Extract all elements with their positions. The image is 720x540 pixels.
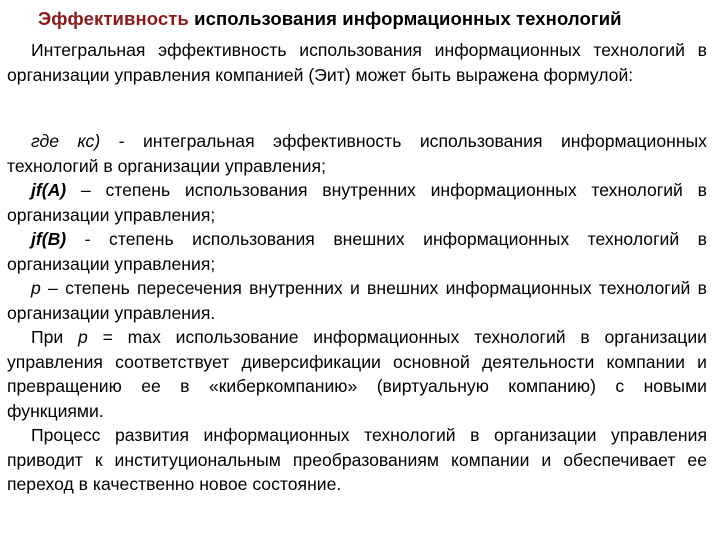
title-rest: использования информационных технологий bbox=[188, 8, 622, 29]
max-term: р bbox=[78, 327, 88, 347]
definition-text: – степень пересечения внутренних и внешних информационных технологий в организации управления. bbox=[7, 278, 707, 323]
max-paragraph bbox=[7, 325, 707, 423]
slide-title bbox=[38, 8, 622, 30]
definition-term: jf(B) bbox=[31, 229, 67, 249]
max-text: = max использование информационных технологий в организации управления соответствует диверсификации основной деятельности компании и превращению ее в «киберкомпанию» (виртуальную компанию) с новыми функциями. bbox=[7, 327, 707, 421]
definition-term: jf(A) bbox=[31, 180, 67, 200]
max-prefix: При bbox=[31, 327, 79, 347]
definition-paragraph bbox=[7, 276, 707, 325]
definition-text: – степень использования внутренних информационных технологий в организации управления; bbox=[7, 180, 707, 225]
definition-paragraph bbox=[7, 129, 707, 178]
definition-term: где кс) bbox=[31, 131, 101, 151]
title-accent-word: Эффективность bbox=[38, 8, 189, 29]
intro-paragraph: Интегральная эффективность использования информационных технологий в организации управления компанией (Эит) может быть выражена формулой: bbox=[7, 40, 707, 85]
definition-paragraph bbox=[7, 227, 707, 276]
conclusion-paragraph: Процесс развития информационных технологий в организации управления приводит к институциональным преобразованиям компании и обеспечивает ее переход в качественно новое состояние. bbox=[7, 425, 707, 494]
definition-paragraph bbox=[7, 178, 707, 227]
definition-text: - степень использования внешних информационных технологий в организации управления; bbox=[7, 229, 707, 274]
definition-term: р bbox=[31, 278, 41, 298]
definition-text: - интегральная эффективность использования информационных технологий в организации управления; bbox=[7, 131, 707, 176]
slide-body bbox=[7, 38, 707, 497]
formula-gap bbox=[7, 87, 707, 129]
